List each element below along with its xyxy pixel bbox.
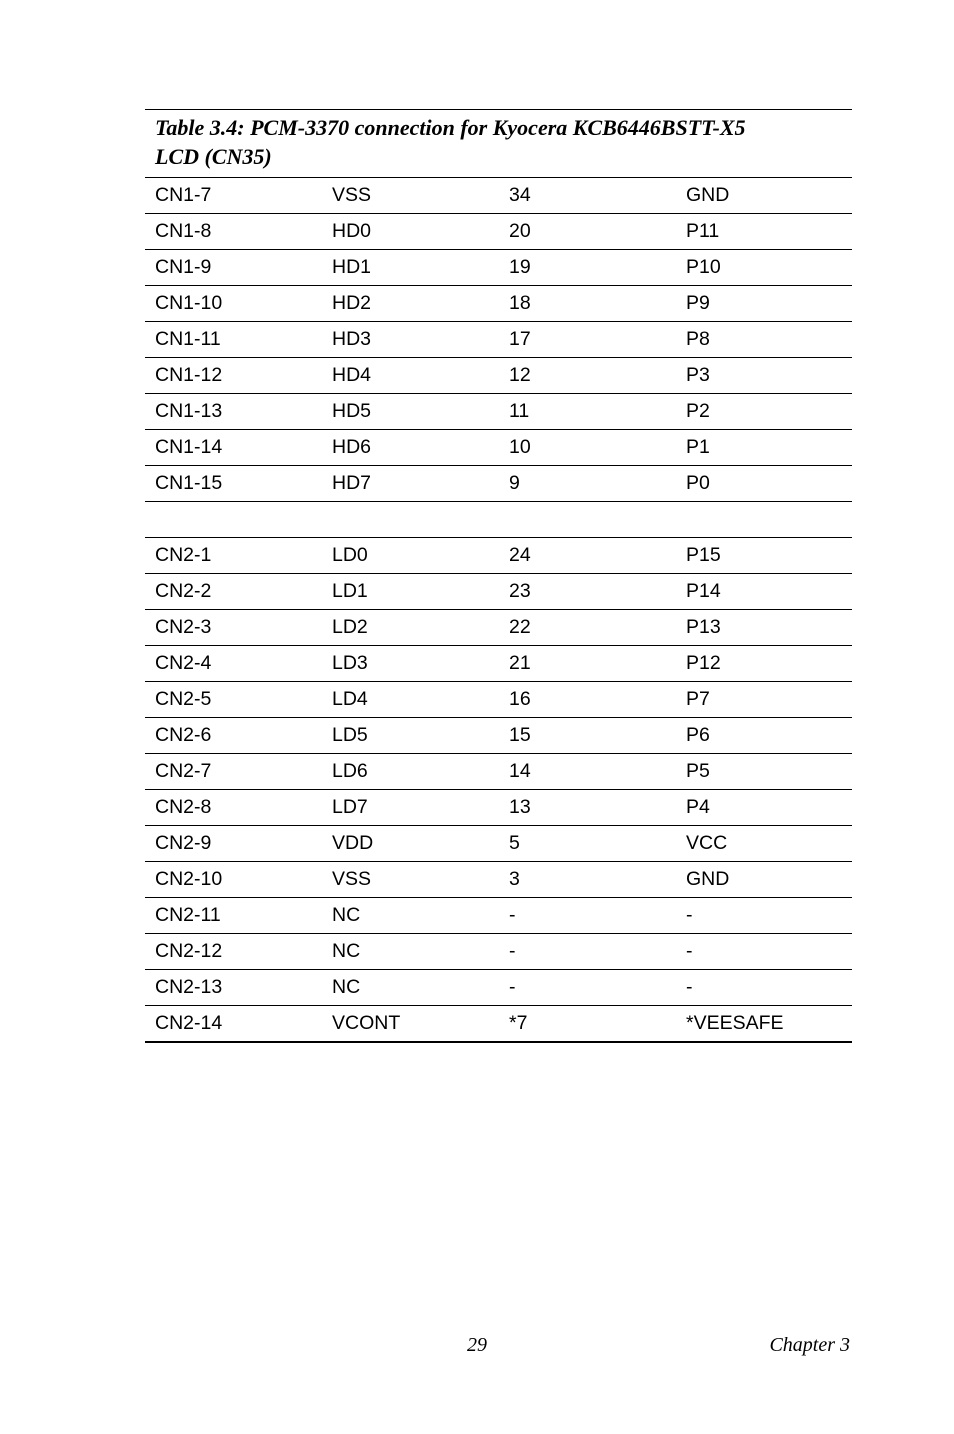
table-cell: P6 xyxy=(676,718,852,754)
table-body xyxy=(145,178,852,1042)
table-cell: - xyxy=(676,934,852,970)
table-cell: CN2-11 xyxy=(145,898,322,934)
table-caption-line-1: Table 3.4: PCM-3370 connection for Kyocera KCB6446BSTT-X5 xyxy=(155,115,746,140)
table-cell: HD4 xyxy=(322,358,499,394)
table-cell: CN1-13 xyxy=(145,394,322,430)
table-cell: CN2-8 xyxy=(145,790,322,826)
table-row xyxy=(145,250,852,286)
table-cell: CN2-6 xyxy=(145,718,322,754)
table-cell: GND xyxy=(676,178,852,214)
table-cell: HD5 xyxy=(322,394,499,430)
table-cell: CN2-1 xyxy=(145,538,322,574)
table-cell: P1 xyxy=(676,430,852,466)
table-cell: 10 xyxy=(499,430,676,466)
table-cell: CN1-9 xyxy=(145,250,322,286)
table-cell: - xyxy=(499,934,676,970)
table-cell: P13 xyxy=(676,610,852,646)
table-cell: 3 xyxy=(499,862,676,898)
table-cell: HD3 xyxy=(322,322,499,358)
table-cell: 9 xyxy=(499,466,676,502)
table-cell: P0 xyxy=(676,466,852,502)
table-cell: - xyxy=(676,970,852,1006)
table-cell: NC xyxy=(322,934,499,970)
table-row xyxy=(145,970,852,1006)
table-cell: LD6 xyxy=(322,754,499,790)
table-cell: VDD xyxy=(322,826,499,862)
table-row xyxy=(145,394,852,430)
table-cell: HD7 xyxy=(322,466,499,502)
table-row xyxy=(145,214,852,250)
table-cell: CN2-9 xyxy=(145,826,322,862)
table-row xyxy=(145,682,852,718)
table-cell: P3 xyxy=(676,358,852,394)
table-cell: LD4 xyxy=(322,682,499,718)
table-row xyxy=(145,1006,852,1043)
table-row xyxy=(145,286,852,322)
table-row xyxy=(145,322,852,358)
table-cell: CN2-2 xyxy=(145,574,322,610)
table-caption-line-2: LCD (CN35) xyxy=(155,144,272,169)
table-cell xyxy=(499,502,676,538)
table-cell: 16 xyxy=(499,682,676,718)
table-row xyxy=(145,826,852,862)
table-cell: *VEESAFE xyxy=(676,1006,852,1043)
table-cell: CN2-14 xyxy=(145,1006,322,1043)
connection-table xyxy=(145,109,852,1043)
table-cell: P4 xyxy=(676,790,852,826)
table-row xyxy=(145,466,852,502)
page-number: 29 xyxy=(467,1334,487,1356)
table-cell: P7 xyxy=(676,682,852,718)
table-cell: CN2-3 xyxy=(145,610,322,646)
table-cell: *7 xyxy=(499,1006,676,1043)
table-cell: CN1-14 xyxy=(145,430,322,466)
table-cell: NC xyxy=(322,970,499,1006)
table-cell: P9 xyxy=(676,286,852,322)
table-row xyxy=(145,898,852,934)
table-cell: 5 xyxy=(499,826,676,862)
table-cell: CN2-12 xyxy=(145,934,322,970)
table-cell: HD6 xyxy=(322,430,499,466)
table-cell: 24 xyxy=(499,538,676,574)
table-cell: 34 xyxy=(499,178,676,214)
table-row xyxy=(145,862,852,898)
table-cell: P10 xyxy=(676,250,852,286)
table-cell: 12 xyxy=(499,358,676,394)
table-cell: HD0 xyxy=(322,214,499,250)
table-cell: CN2-13 xyxy=(145,970,322,1006)
table-cell: 19 xyxy=(499,250,676,286)
table-cell: CN1-11 xyxy=(145,322,322,358)
table-cell: CN1-10 xyxy=(145,286,322,322)
table-cell: CN1-15 xyxy=(145,466,322,502)
table-cell: P5 xyxy=(676,754,852,790)
table-row xyxy=(145,430,852,466)
table-cell: NC xyxy=(322,898,499,934)
table-cell: 15 xyxy=(499,718,676,754)
table-cell: HD1 xyxy=(322,250,499,286)
table-cell: - xyxy=(499,970,676,1006)
table-cell: GND xyxy=(676,862,852,898)
table-cell: P2 xyxy=(676,394,852,430)
table-caption xyxy=(145,110,852,178)
chapter-label: Chapter 3 xyxy=(769,1334,850,1356)
table-cell: LD3 xyxy=(322,646,499,682)
table-row xyxy=(145,934,852,970)
table-cell: VCONT xyxy=(322,1006,499,1043)
table-cell: 14 xyxy=(499,754,676,790)
table-cell: LD1 xyxy=(322,574,499,610)
table-cell: - xyxy=(676,898,852,934)
table-cell: P11 xyxy=(676,214,852,250)
table-cell xyxy=(322,502,499,538)
table-cell: LD2 xyxy=(322,610,499,646)
table-cell: CN1-8 xyxy=(145,214,322,250)
table-cell: 11 xyxy=(499,394,676,430)
table-cell: 21 xyxy=(499,646,676,682)
table-row xyxy=(145,610,852,646)
table-cell: 17 xyxy=(499,322,676,358)
table-cell: LD5 xyxy=(322,718,499,754)
table-cell: 23 xyxy=(499,574,676,610)
table-row xyxy=(145,538,852,574)
pin-table xyxy=(145,178,852,1043)
table-cell: P14 xyxy=(676,574,852,610)
table-cell xyxy=(145,502,322,538)
table-cell: 13 xyxy=(499,790,676,826)
table-cell: CN1-7 xyxy=(145,178,322,214)
table-cell: - xyxy=(499,898,676,934)
table-cell: P8 xyxy=(676,322,852,358)
table-cell: 22 xyxy=(499,610,676,646)
table-cell: CN2-5 xyxy=(145,682,322,718)
table-row xyxy=(145,754,852,790)
table-row xyxy=(145,790,852,826)
table-cell: CN2-4 xyxy=(145,646,322,682)
table-cell: CN2-7 xyxy=(145,754,322,790)
table-row xyxy=(145,178,852,214)
table-cell: 20 xyxy=(499,214,676,250)
table-row xyxy=(145,502,852,538)
table-cell: VSS xyxy=(322,862,499,898)
table-cell: 18 xyxy=(499,286,676,322)
table-cell: VSS xyxy=(322,178,499,214)
table-row xyxy=(145,718,852,754)
table-row xyxy=(145,574,852,610)
table-cell: LD0 xyxy=(322,538,499,574)
table-row xyxy=(145,358,852,394)
table-cell: CN1-12 xyxy=(145,358,322,394)
table-cell: HD2 xyxy=(322,286,499,322)
table-cell xyxy=(676,502,852,538)
table-row xyxy=(145,646,852,682)
table-cell: VCC xyxy=(676,826,852,862)
table-cell: LD7 xyxy=(322,790,499,826)
table-cell: P15 xyxy=(676,538,852,574)
table-cell: CN2-10 xyxy=(145,862,322,898)
table-cell: P12 xyxy=(676,646,852,682)
